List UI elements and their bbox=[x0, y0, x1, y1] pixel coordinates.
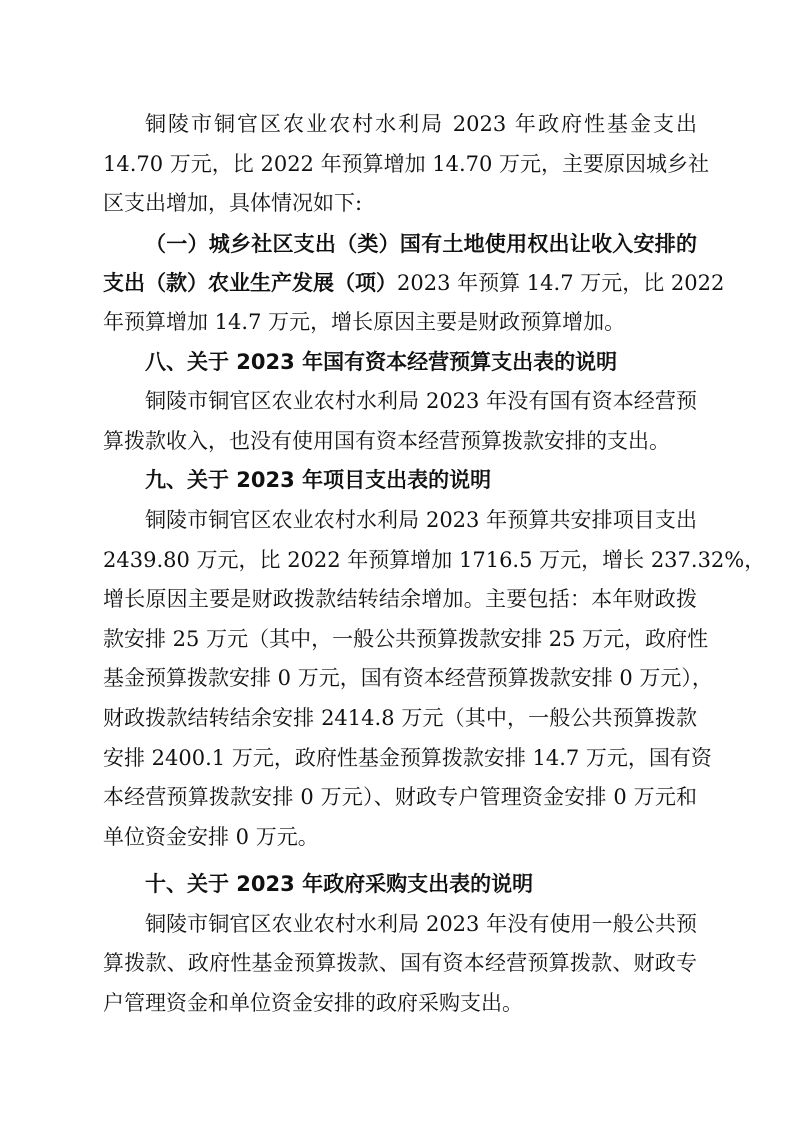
section-heading-10: 十、关于 2023 年政府采购支出表的说明 bbox=[145, 872, 534, 897]
paragraph-state-capital bbox=[103, 382, 697, 461]
text-line: 铜陵市铜官区农业农村水利局 2023 年政府性基金支出 bbox=[145, 112, 697, 136]
text-line: 算拨款、政府性基金预算拨款、国有资本经营预算拨款、财政专 bbox=[103, 951, 697, 976]
text-line: 区支出增加，具体情况如下: bbox=[103, 191, 363, 216]
text-line: 安排 2400.1 万元，政府性基金预算拨款安排 14.7 万元，国有资 bbox=[103, 745, 712, 770]
text-line: 财政拨款结转结余安排 2414.8 万元（其中，一般公共预算拨款 bbox=[103, 705, 697, 730]
text-line: 铜陵市铜官区农业农村水利局 2023 年预算共安排项目支出 bbox=[145, 507, 697, 532]
text-line: 户管理资金和单位资金安排的政府采购支出。 bbox=[103, 991, 523, 1016]
paragraph-government-fund bbox=[103, 105, 710, 224]
text-line: 基金预算拨款安排 0 万元，国有资本经营预算拨款安排 0 万元）， bbox=[103, 666, 713, 691]
paragraph-item-one bbox=[103, 224, 725, 343]
document-page bbox=[103, 105, 766, 1024]
bold-text: 支出（款）农业生产发展（项） bbox=[103, 270, 397, 296]
text-line: （一）城乡社区支出（类）国有土地使用权出让收入安排的 bbox=[145, 230, 697, 256]
text-line: 款安排 25 万元（其中，一般公共预算拨款安排 25 万元，政府性 bbox=[103, 626, 709, 651]
text-line: 2439.80 万元，比 2022 年预算增加 1716.5 万元，增长 237.32%， bbox=[103, 547, 766, 572]
text-line: 14.70 万元，比 2022 年预算增加 14.70 万元，主要原因城乡社 bbox=[103, 151, 710, 176]
paragraph-project-expenditure bbox=[103, 501, 766, 857]
text: 2023 年预算 14.7 万元，比 2022 bbox=[397, 271, 725, 296]
text-line: 年预算增加 14.7 万元，增长原因主要是财政预算增加。 bbox=[103, 309, 626, 334]
text-line: 本经营预算拨款安排 0 万元）、财政专户管理资金安排 0 万元和 bbox=[103, 785, 697, 810]
text-line: 铜陵市铜官区农业农村水利局 2023 年没有使用一般公共预 bbox=[145, 911, 697, 936]
text-line: 增长原因主要是财政拨款结转结余增加。主要包括：本年财政拨 bbox=[103, 587, 697, 612]
paragraph-procurement bbox=[103, 905, 697, 1024]
text-line bbox=[103, 263, 725, 303]
section-heading-9: 九、关于 2023 年项目支出表的说明 bbox=[145, 468, 492, 493]
section-heading-8: 八、关于 2023 年国有资本经营预算支出表的说明 bbox=[145, 349, 618, 374]
text-line: 算拨款收入，也没有使用国有资本经营预算拨款安排的支出。 bbox=[103, 428, 670, 453]
text-line: 铜陵市铜官区农业农村水利局 2023 年没有国有资本经营预 bbox=[145, 389, 697, 414]
text-line: 单位资金安排 0 万元。 bbox=[103, 824, 319, 849]
